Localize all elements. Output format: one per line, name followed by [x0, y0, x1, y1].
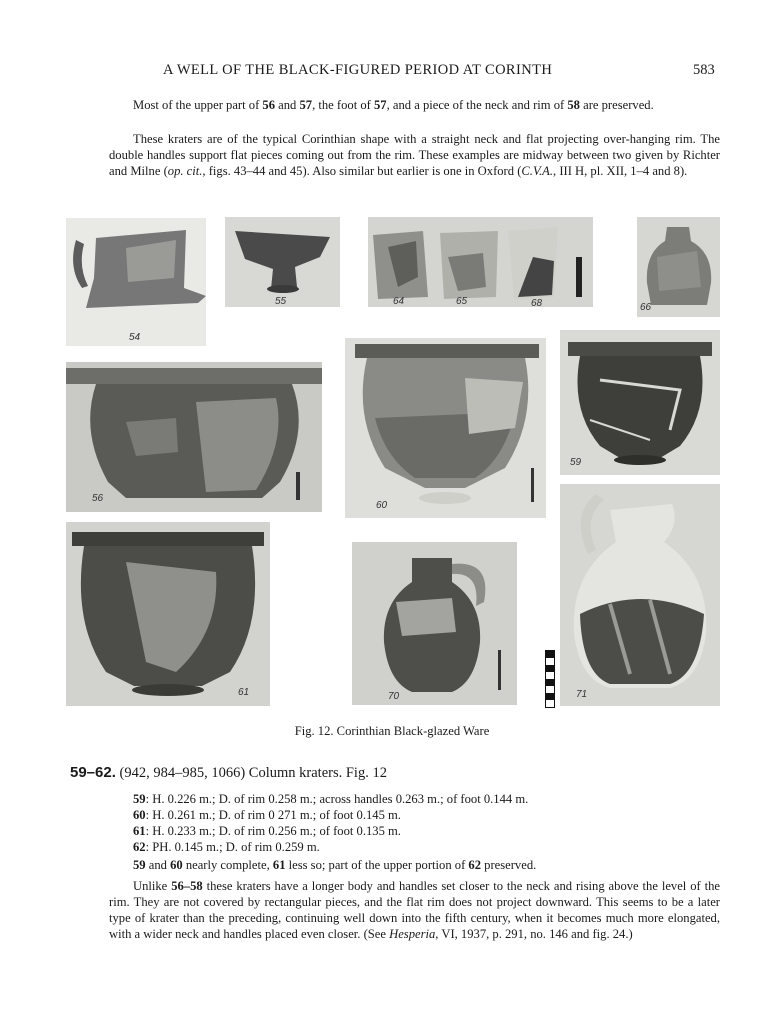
dimension-entry: 62: PH. 0.145 m.; D. of rim 0.259 m. [133, 840, 320, 854]
photo-66-label: 66 [640, 302, 652, 313]
page-number: 583 [693, 62, 715, 78]
photo-61 [66, 522, 270, 706]
photo-60-label: 60 [376, 500, 388, 511]
figure-caption: Fig. 12. Corinthian Black-glazed Ware [294, 724, 490, 738]
preservation-note: 59 and 60 nearly complete, 61 less so; part of the upper portion of 62 preserved. [133, 858, 537, 872]
photo-54-label: 54 [129, 332, 141, 343]
photo-61-label: 61 [238, 687, 250, 698]
photo-59 [560, 330, 720, 475]
photo-70 [352, 542, 517, 705]
photo-71-label: 71 [576, 689, 588, 700]
photo-66 [637, 217, 720, 317]
dimension-entry: 61: H. 0.233 m.; D. of rim 0.256 m.; of foot 0.135 m. [133, 824, 401, 838]
photo-68-label: 68 [531, 298, 543, 307]
photo-55-label: 55 [275, 296, 287, 307]
photo-65-label: 65 [456, 296, 468, 307]
intro-paragraph-2: These kraters are of the typical Corinthian shape with a straight neck and flat projecting over-hanging rim. The double handles support flat pieces coming out from the rim. These examples are midway between two given by Richter and Milne (op. cit., figs. 43–44 and 45). Also similar but earlier is one in Oxford (C.V.A., III H, pl. XII, 1–4 and 8). [109, 132, 720, 178]
dimension-entry: 60: H. 0.261 m.; D. of rim 0 271 m.; of foot 0.145 m. [133, 808, 401, 822]
photo-56-label: 56 [92, 493, 104, 504]
dimension-entry: 59: H. 0.226 m.; D. of rim 0.258 m.; across handles 0.263 m.; of foot 0.144 m. [133, 792, 529, 806]
running-head: A WELL OF THE BLACK-FIGURED PERIOD AT CORINTH [163, 62, 553, 78]
photo-55 [225, 217, 340, 307]
photo-54 [66, 218, 206, 346]
section-heading: 59–62. (942, 984–985, 1066) Column kraters. Fig. 12 [70, 764, 387, 781]
photo-64-label: 64 [393, 296, 405, 307]
discussion-paragraph: Unlike 56–58 these kraters have a longer body and handles set closer to the neck and rising above the level of the rim. They are not covered by rectangular pieces, and the flat rim does not project downward. This seems to be a later type of krater than the preceding, continuing well down into the fifth century, when it becomes much more elongated, with a wider neck and handles placed even closer. (See Hesperia, VI, 1937, p. 291, no. 146 and fig. 24.) [109, 879, 720, 941]
intro-paragraph-1: Most of the upper part of 56 and 57, the foot of 57, and a piece of the neck and rim of 58 are preserved. [133, 98, 654, 112]
photo-70-label: 70 [388, 691, 400, 702]
photo-60 [345, 338, 546, 518]
photo-59-label: 59 [570, 457, 582, 468]
scale-bar [545, 650, 555, 708]
photo-56 [66, 362, 322, 512]
dimensions-list [133, 791, 528, 855]
photo-64-65-68 [368, 217, 593, 307]
photo-71 [560, 484, 720, 706]
